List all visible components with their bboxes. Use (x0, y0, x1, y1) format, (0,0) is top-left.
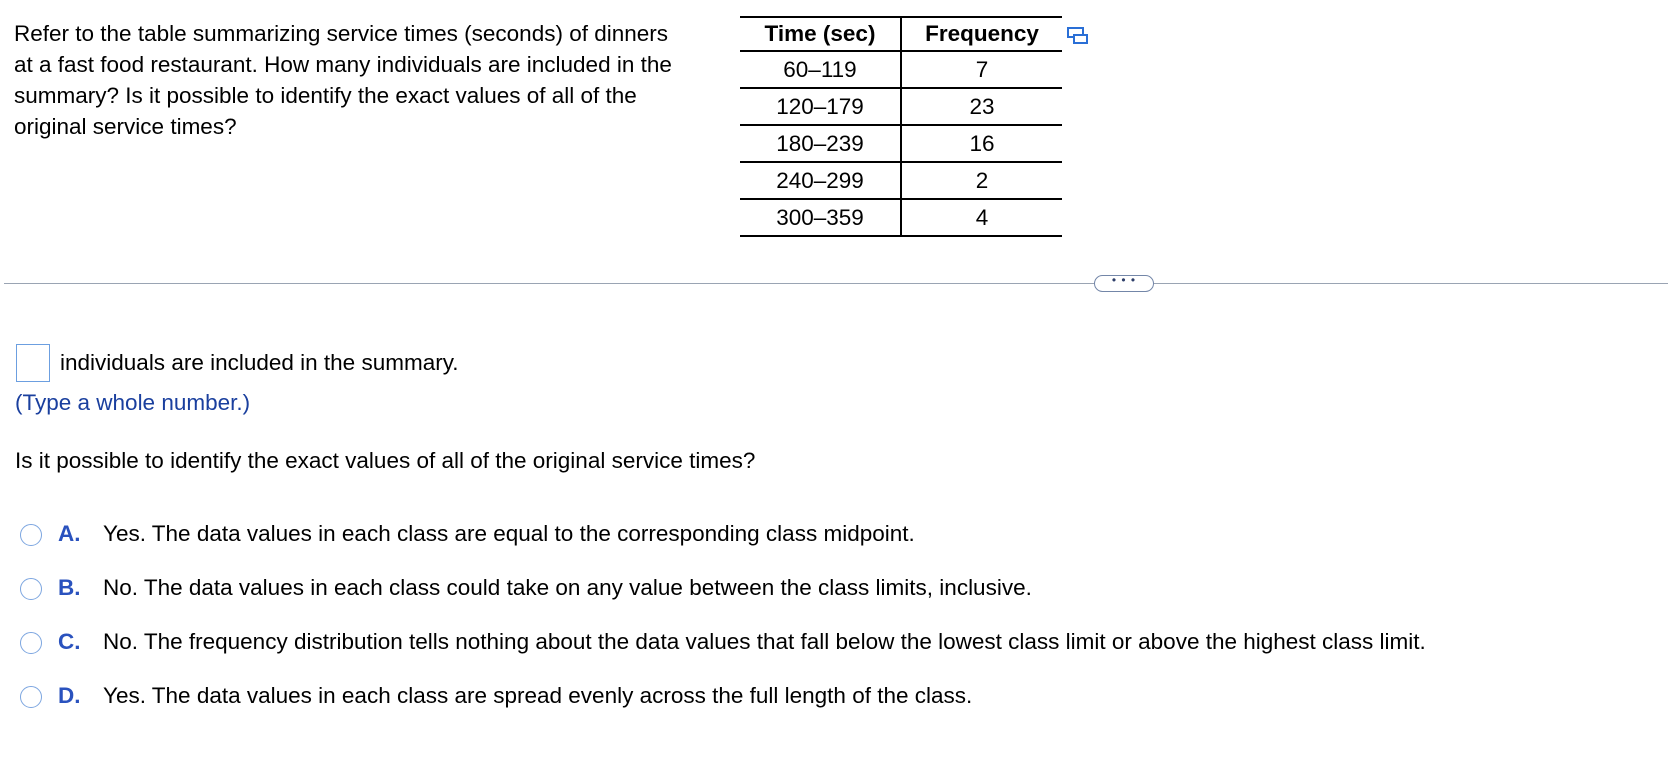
option-a[interactable] (20, 521, 1426, 575)
frequency-table (740, 16, 1062, 237)
section-divider (4, 283, 1668, 284)
input-hint: (Type a whole number.) (15, 390, 251, 415)
table-row (740, 88, 1062, 125)
table-row (740, 199, 1062, 236)
table-row (740, 51, 1062, 88)
answer-suffix-text: individuals are included in the summary. (60, 350, 459, 375)
radio-button[interactable] (20, 632, 42, 654)
time-cell: 180–239 (740, 125, 901, 162)
frequency-cell: 2 (901, 162, 1062, 199)
column-header-time: Time (sec) (740, 17, 901, 51)
time-cell: 300–359 (740, 199, 901, 236)
more-options-icon: • • • (1111, 273, 1137, 287)
option-d[interactable] (20, 683, 1426, 737)
option-text: Yes. The data values in each class are equal to the corresponding class midpoint. (103, 521, 915, 546)
individuals-count-input[interactable] (16, 344, 50, 382)
frequency-cell: 7 (901, 51, 1062, 88)
time-cell: 60–119 (740, 51, 901, 88)
option-b[interactable] (20, 575, 1426, 629)
question-2-text: Is it possible to identify the exact values of all of the original service times? (15, 448, 756, 473)
question-text: Refer to the table summarizing service times (seconds) of dinners at a fast food restaurant. How many individuals are included in the summary? Is it possible to identify the exact values of all of the original service times? (14, 21, 672, 139)
radio-button[interactable] (20, 686, 42, 708)
answer-options (20, 521, 1426, 737)
option-text: No. The data values in each class could take on any value between the class limits, inclusive. (103, 575, 1032, 600)
option-letter: C. (58, 629, 81, 654)
table-header-row (740, 17, 1062, 51)
frequency-cell: 23 (901, 88, 1062, 125)
option-c[interactable] (20, 629, 1426, 683)
frequency-cell: 4 (901, 199, 1062, 236)
option-letter: B. (58, 575, 81, 600)
option-text: Yes. The data values in each class are spread evenly across the full length of the class. (103, 683, 973, 708)
table-row (740, 125, 1062, 162)
frequency-cell: 16 (901, 125, 1062, 162)
radio-button[interactable] (20, 524, 42, 546)
more-options-button[interactable] (1094, 275, 1154, 292)
option-letter: A. (58, 521, 81, 546)
copy-icon[interactable] (1066, 26, 1090, 46)
time-cell: 240–299 (740, 162, 901, 199)
radio-button[interactable] (20, 578, 42, 600)
table-row (740, 162, 1062, 199)
option-text: No. The frequency distribution tells nothing about the data values that fall below the lowest class limit or above the highest class limit. (103, 629, 1426, 654)
time-cell: 120–179 (740, 88, 901, 125)
column-header-frequency: Frequency (901, 17, 1062, 51)
option-letter: D. (58, 683, 81, 708)
